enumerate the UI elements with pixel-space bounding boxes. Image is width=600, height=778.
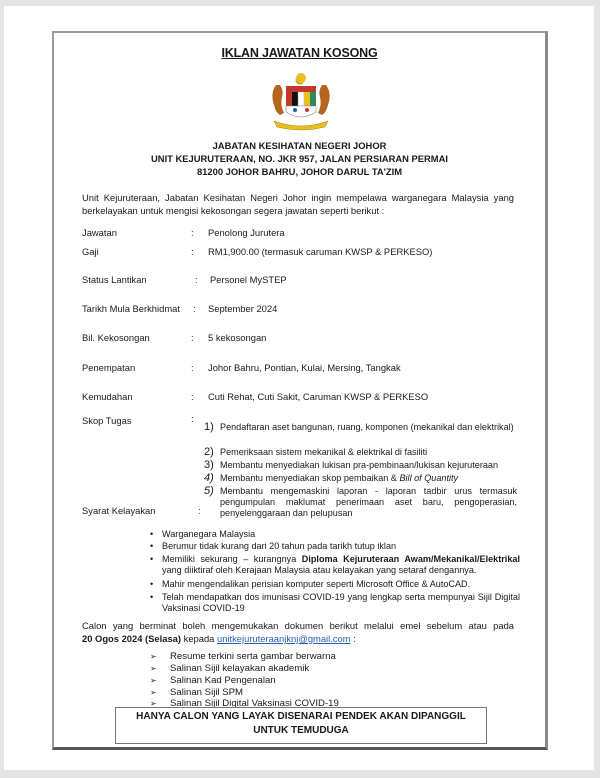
arrow-bullet-icon: ➢: [150, 688, 157, 697]
application-kepada: kepada: [183, 633, 215, 644]
document-item-text: Resume terkini serta gambar berwarna: [170, 651, 336, 662]
scope-item-number: 2): [204, 446, 214, 458]
email-link[interactable]: unitkejuruteraanjknj@gmail.com: [217, 633, 351, 644]
scope-item-italic: Bill of Quantity: [399, 473, 459, 483]
department-name: JABATAN KESIHATAN NEGERI JOHOR: [212, 140, 387, 151]
notice-line-2: UNTUK TEMUDUGA: [253, 725, 349, 736]
field-value-penempatan: Johor Bahru, Pontian, Kulai, Mersing, Tangkak: [208, 362, 401, 373]
scope-item-number: 1): [204, 421, 214, 433]
field-colon: :: [191, 246, 194, 257]
document-title: IKLAN JAWATAN KOSONG: [221, 46, 378, 60]
field-label-status: Status Lantikan: [82, 274, 147, 285]
scope-item: [204, 447, 517, 458]
document-item-text: Salinan Sijil kelayakan akademik: [170, 663, 310, 674]
scope-item-text: Membantu menyediakan lukisan pra-pembinaan/lukisan kejuruteraan: [220, 460, 499, 470]
arrow-bullet-icon: ➢: [150, 699, 157, 708]
field-value-bil: 5 kekosongan: [208, 332, 267, 343]
document-item: [150, 651, 336, 662]
document-item: [150, 687, 243, 698]
document-item: [150, 663, 309, 674]
document-item-text: Salinan Sijil SPM: [170, 687, 244, 698]
bullet-icon: •: [150, 529, 154, 539]
bullet-icon: •: [150, 541, 154, 551]
bullet-icon: •: [150, 579, 154, 589]
requirements-label: Syarat Kelayakan: [82, 505, 156, 516]
application-line-1: Calon yang berminat boleh mengemukakan dokumen berikut melalui emel sebelum atau pada: [82, 620, 514, 631]
scope-item: [204, 422, 517, 433]
scope-item: [204, 473, 517, 484]
scope-item-text: Membantu mengemaskini laporan - laporan tadbir urus termasuk pengumpulan maklumat penerimaan aset baru, pengoperasian, penyelenggaraan dan pelupusan: [220, 486, 517, 519]
requirement-item: [150, 529, 520, 540]
field-label-bil: Bil. Kekosongan: [82, 332, 150, 343]
deadline: 20 Ogos 2024 (Selasa): [82, 633, 182, 644]
notice-line-1: HANYA CALON YANG LAYAK DISENARAI PENDEK AKAN DIPANGGIL: [136, 711, 466, 722]
application-end: :: [353, 633, 356, 644]
field-value-jawatan: Penolong Jurutera: [208, 227, 285, 238]
field-label-penempatan: Penempatan: [82, 362, 136, 373]
requirement-text: Warganegara Malaysia: [162, 529, 256, 539]
intro-line-2: berkelayakan untuk mengisi kekosongan segera jawatan seperti berikut :: [82, 205, 385, 216]
requirement-text: Berumur tidak kurang dari 20 tahun pada tarikh tutup iklan: [162, 541, 397, 551]
coat-of-arms-icon: [266, 71, 336, 133]
requirement-text: Telah mendapatkan dos imunisasi COVID-19 yang lengkap serta mempunyai Sijil Digital Vaksinasi COVID-19: [162, 592, 520, 614]
document-page: [4, 6, 594, 770]
document-item: [150, 675, 276, 686]
scope-item-text-wrap: [204, 473, 517, 484]
requirement-text: Mahir mengendalikan perisian komputer seperti Microsoft Office & AutoCAD.: [162, 579, 471, 589]
shortlist-notice: [115, 707, 487, 744]
requirement-item: [150, 554, 520, 576]
scope-item: [204, 460, 517, 471]
postal-address: 81200 JOHOR BAHRU, JOHOR DARUL TA'ZIM: [196, 166, 403, 177]
arrow-bullet-icon: ➢: [150, 652, 157, 661]
requirement-text-wrap: [150, 554, 520, 576]
requirement-qualification: Diploma Kejuruteraan Awam/Mekanikal/Elektrikal: [301, 554, 520, 564]
scope-item: [204, 486, 517, 520]
field-value-kemudahan: Cuti Rehat, Cuti Sakit, Caruman KWSP & PERKESO: [208, 391, 429, 402]
document-item-text: Salinan Kad Pengenalan: [170, 675, 276, 686]
field-colon: :: [193, 303, 196, 314]
arrow-bullet-icon: ➢: [150, 664, 157, 673]
bullet-icon: •: [150, 554, 154, 564]
bullet-icon: •: [150, 592, 154, 602]
scope-item-text: Pendaftaran aset bangunan, ruang, komponen (mekanikal dan elektrikal): [220, 422, 514, 432]
field-label-kemudahan: Kemudahan: [82, 391, 133, 402]
document-item-text: Salinan Sijil Digital Vaksinasi COVID-19: [170, 698, 339, 709]
scope-item-number: 5): [204, 485, 214, 497]
field-colon: :: [191, 391, 194, 402]
scope-item-number: 4): [204, 472, 214, 484]
field-value-status: Personel MySTEP: [210, 274, 287, 285]
field-label-jawatan: Jawatan: [82, 227, 117, 238]
requirement-text: Memiliki sekurang – kurangnya: [162, 554, 297, 564]
field-colon: :: [191, 332, 194, 343]
unit-address: UNIT KEJURUTERAAN, NO. JKR 957, JALAN PERSIARAN PERMAI: [151, 153, 448, 164]
arrow-bullet-icon: ➢: [150, 676, 157, 685]
scope-label: Skop Tugas: [82, 415, 132, 426]
field-value-tarikh: September 2024: [208, 303, 278, 314]
advertisement-frame: [52, 31, 548, 750]
intro-line-1: Unit Kejuruteraan, Jabatan Kesihatan Negeri Johor ingin mempelawa warganegara Malaysia yang: [82, 192, 514, 203]
application-line-2: [82, 632, 356, 645]
field-colon: :: [195, 274, 198, 285]
requirement-text: yang diiktiraf oleh Kerajaan Malaysia atau kelayakan yang setaraf dengannya.: [162, 565, 477, 576]
field-colon: :: [198, 505, 201, 516]
requirement-item: [150, 592, 520, 614]
scope-item-number: 3): [204, 459, 214, 471]
scope-item-text: Pemeriksaan sistem mekanikal & elektrikal di fasiliti: [220, 447, 428, 457]
field-label-tarikh: Tarikh Mula Berkhidmat: [82, 303, 180, 314]
field-label-gaji: Gaji: [82, 246, 99, 257]
scope-item-text: Membantu menyediakan skop pembaikan &: [220, 473, 397, 483]
field-colon: :: [191, 413, 194, 424]
requirement-item: [150, 541, 520, 552]
field-colon: :: [191, 227, 194, 238]
requirement-item: [150, 579, 520, 590]
field-value-gaji: RM1,900.00 (termasuk caruman KWSP & PERKESO): [208, 246, 433, 257]
field-colon: :: [191, 362, 194, 373]
